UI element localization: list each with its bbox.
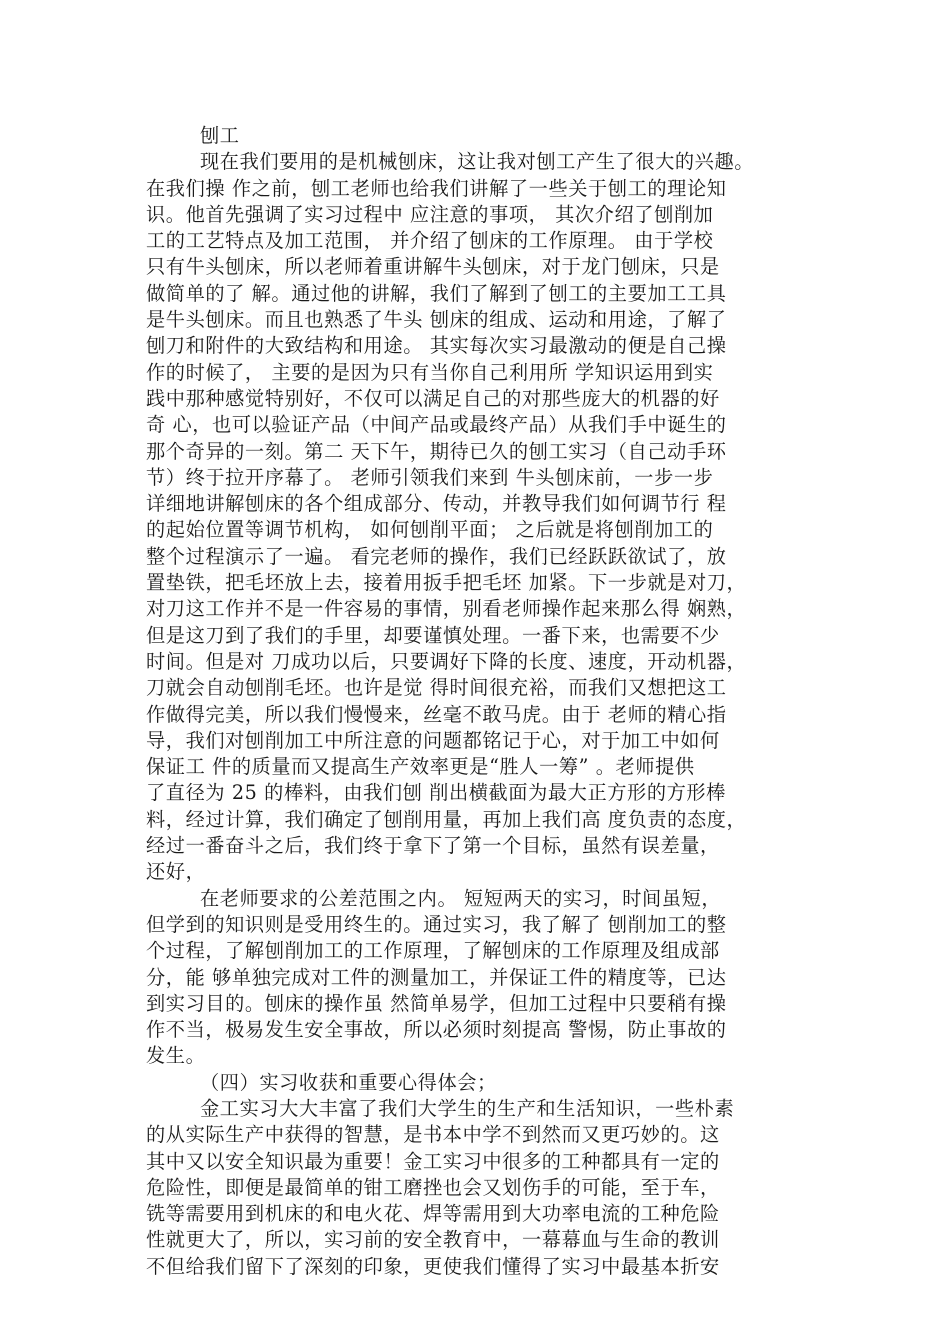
text-line: 其中又以安全知识最为重要！金工实习中很多的工种都具有一定的 [146,1149,720,1173]
text-line: 识。他首先强调了实习过程中 应注意的事项， 其次介绍了刨削加 [146,202,714,226]
text-line: 金工实习大大丰富了我们大学生的生产和生活知识，一些朴素 [200,1096,735,1120]
text-line: 是牛头刨床。而且也熟悉了牛头 刨床的组成、运动和用途，了解了 [146,308,727,332]
text-line: 危险性，即便是最简单的钳工磨挫也会又划伤手的可能，至于车， [146,1175,720,1199]
text-line: 刀就会自动刨削毛坯。也许是觉 得时间很充裕，而我们又想把这工 [146,676,727,700]
text-line: 奇 心，也可以验证产品（中间产品或最终产品）从我们手中诞生的 [146,413,727,437]
text-line: 刨刀和附件的大致结构和用途。 其实每次实习最激动的便是自己操 [146,334,727,358]
text-line: 但学到的知识则是受用终生的。通过实习，我了解了 刨削加工的整 [146,912,727,936]
text-line: 不但给我们留下了深刻的印象，更使我们懂得了实习中最基本折安 [146,1254,720,1278]
text-line: 发生。 [146,1044,206,1068]
text-line: 在老师要求的公差范围之内。 短短两天的实习，时间虽短， [200,886,722,910]
text-line: 时间。但是对 刀成功以后，只要调好下降的长度、速度，开动机器， [146,649,747,673]
text-line: 分，能 够单独完成对工件的测量加工，并保证工件的精度等，已达 [146,965,727,989]
text-line: 还好， [146,860,206,884]
text-line: 做简单的了 解。通过他的讲解，我们了解到了刨工的主要加工工具 [146,281,727,305]
text-line: 料，经过计算，我们确定了刨削用量，再加上我们高 度负责的态度， [146,807,747,831]
text-line: 践中那种感觉特别好，不仅可以满足自己的对那些庞大的机器的好 [146,386,720,410]
text-line: 作的时候了， 主要的是因为只有当你自己利用所 学知识运用到实 [146,360,714,384]
document-body [146,123,826,1280]
text-line: 工的工艺特点及加工范围， 并介绍了刨床的工作原理。 由于学校 [146,229,714,253]
text-line: 但是这刀到了我们的手里，却要谨慎处理。一番下来，也需要不少 [146,623,720,647]
text-line: 经过一番奋斗之后，我们终于拿下了第一个目标，虽然有误差量， [146,834,720,858]
text-line: 性就更大了，所以，实习前的安全教育中，一幕幕血与生命的教训 [146,1228,720,1252]
text-line: 的起始位置等调节机构， 如何刨削平面； 之后就是将刨削加工的 [146,518,714,542]
text-line: 在我们操 作之前，刨工老师也给我们讲解了一些关于刨工的理论知 [146,176,727,200]
text-line: 作做得完美，所以我们慢慢来，丝毫不敢马虎。由于 老师的精心指 [146,702,727,726]
text-line: 了直径为 25 的棒料，由我们刨 削出横截面为最大正方形的方形棒 [146,781,726,805]
text-line: 详细地讲解刨床的各个组成部分、传动，并教导我们如何调节行 程 [146,492,727,516]
text-line: 对刀这工作并不是一件容易的事情，别看老师操作起来那么得 娴熟， [146,597,747,621]
text-line: 现在我们要用的是机械刨床，这让我对刨工产生了很大的兴趣。 [200,150,755,174]
text-line: 只有牛头刨床，所以老师着重讲解牛头刨床，对于龙门刨床，只是 [146,255,720,279]
text-line: 导，我们对刨削加工中所注意的问题都铭记于心，对于加工中如何 [146,728,720,752]
text-line: 那个奇异的一刻。第二 天下午，期待已久的刨工实习（自己动手环 [146,439,727,463]
text-line: 节）终于拉开序幕了。 老师引领我们来到 牛头刨床前，一步一步 [146,465,714,489]
text-line: 个过程，了解刨削加工的工作原理，了解刨床的工作原理及组成部 [146,939,720,963]
text-line: 保证工 件的质量而又提高生产效率更是“胜人一筹” 。老师提供 [146,755,695,779]
text-line: 铣等需要用到机床的和电火花、焊等需用到大功率电流的工种危险 [146,1202,720,1226]
text-line: 整个过程演示了一遍。 看完老师的操作，我们已经跃跃欲试了，放 [146,544,727,568]
text-line: 的从实际生产中获得的智慧，是书本中学不到然而又更巧妙的。这 [146,1123,720,1147]
text-line: 到实习目的。刨床的操作虽 然简单易学，但加工过程中只要稍有操 [146,991,727,1015]
text-line: 置垫铁，把毛坯放上去，接着用扳手把毛坯 加紧。下一步就是对刀， [146,571,747,595]
text-line: （四）实习收获和重要心得体会； [200,1070,497,1094]
text-line: 作不当，极易发生安全事故，所以必须时刻提高 警惕，防止事故的 [146,1018,727,1042]
section-heading: 刨工 [200,124,240,147]
